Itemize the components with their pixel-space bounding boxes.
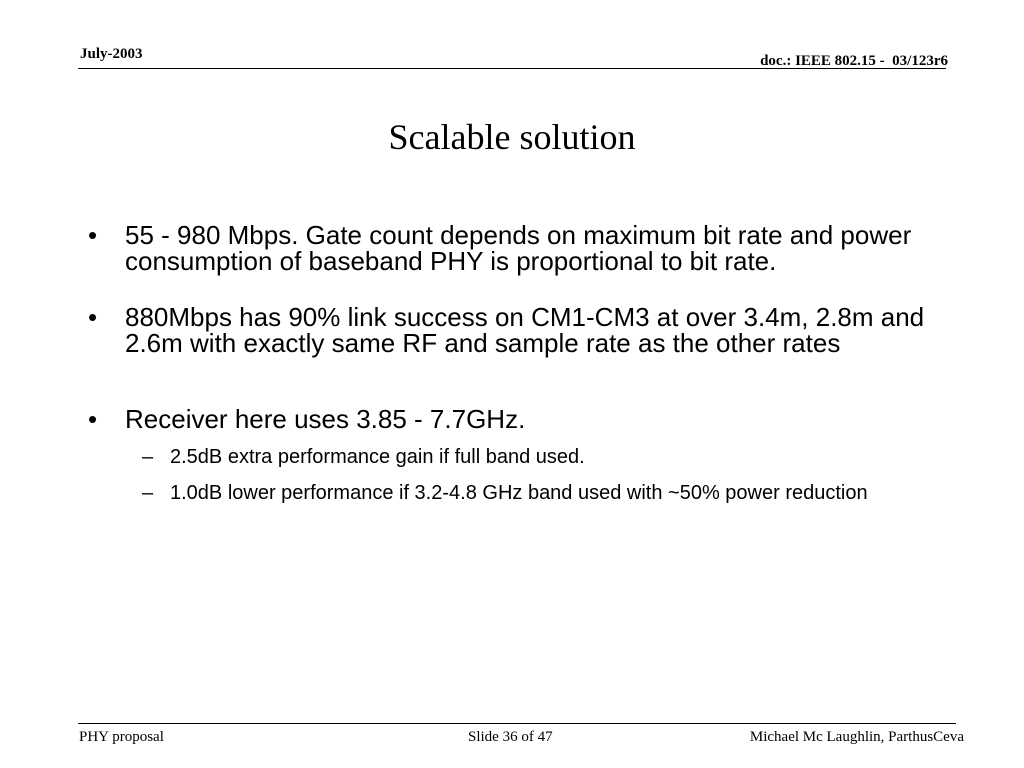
bullet-marker: • <box>88 302 98 332</box>
sub-bullet-text: 2.5dB extra performance gain if full band used. <box>170 446 585 468</box>
bullet-text: Receiver here uses 3.85 - 7.7GHz. <box>125 404 526 434</box>
sub-bullet-item <box>88 478 948 508</box>
bullet-marker: • <box>88 404 98 434</box>
bullet-text: 55 - 980 Mbps. Gate count depends on maximum bit rate and power consumption of baseband PHY is proportional to bit rate. <box>125 220 912 276</box>
bullet-item <box>88 304 948 356</box>
bullet-marker: • <box>88 220 98 250</box>
footer-author: Michael Mc Laughlin, ParthusCeva <box>749 729 964 745</box>
header-divider <box>78 68 946 69</box>
footer-slide-number: Slide 36 of 47 <box>468 729 553 745</box>
sub-bullet-marker: – <box>142 446 154 468</box>
slide-body <box>88 222 948 508</box>
sub-bullet-text: 1.0dB lower performance if 3.2-4.8 GHz band used with ~50% power reduction <box>170 482 868 504</box>
slide-title: Scalable solution <box>388 117 636 157</box>
footer-left: PHY proposal <box>79 729 164 745</box>
sub-bullet-marker: – <box>142 482 154 504</box>
bullet-item <box>88 406 948 432</box>
header-doc-id: doc.: IEEE 802.15 - 03/123r6 <box>760 53 948 69</box>
bullet-text: 880Mbps has 90% link success on CM1-CM3 at over 3.4m, 2.8m and 2.6m with exactly same RF and sample rate as the other rates <box>125 302 925 358</box>
footer-divider <box>78 723 956 724</box>
header-date: July-2003 <box>80 46 143 62</box>
sub-bullet-item <box>88 442 948 472</box>
bullet-item <box>88 222 948 274</box>
